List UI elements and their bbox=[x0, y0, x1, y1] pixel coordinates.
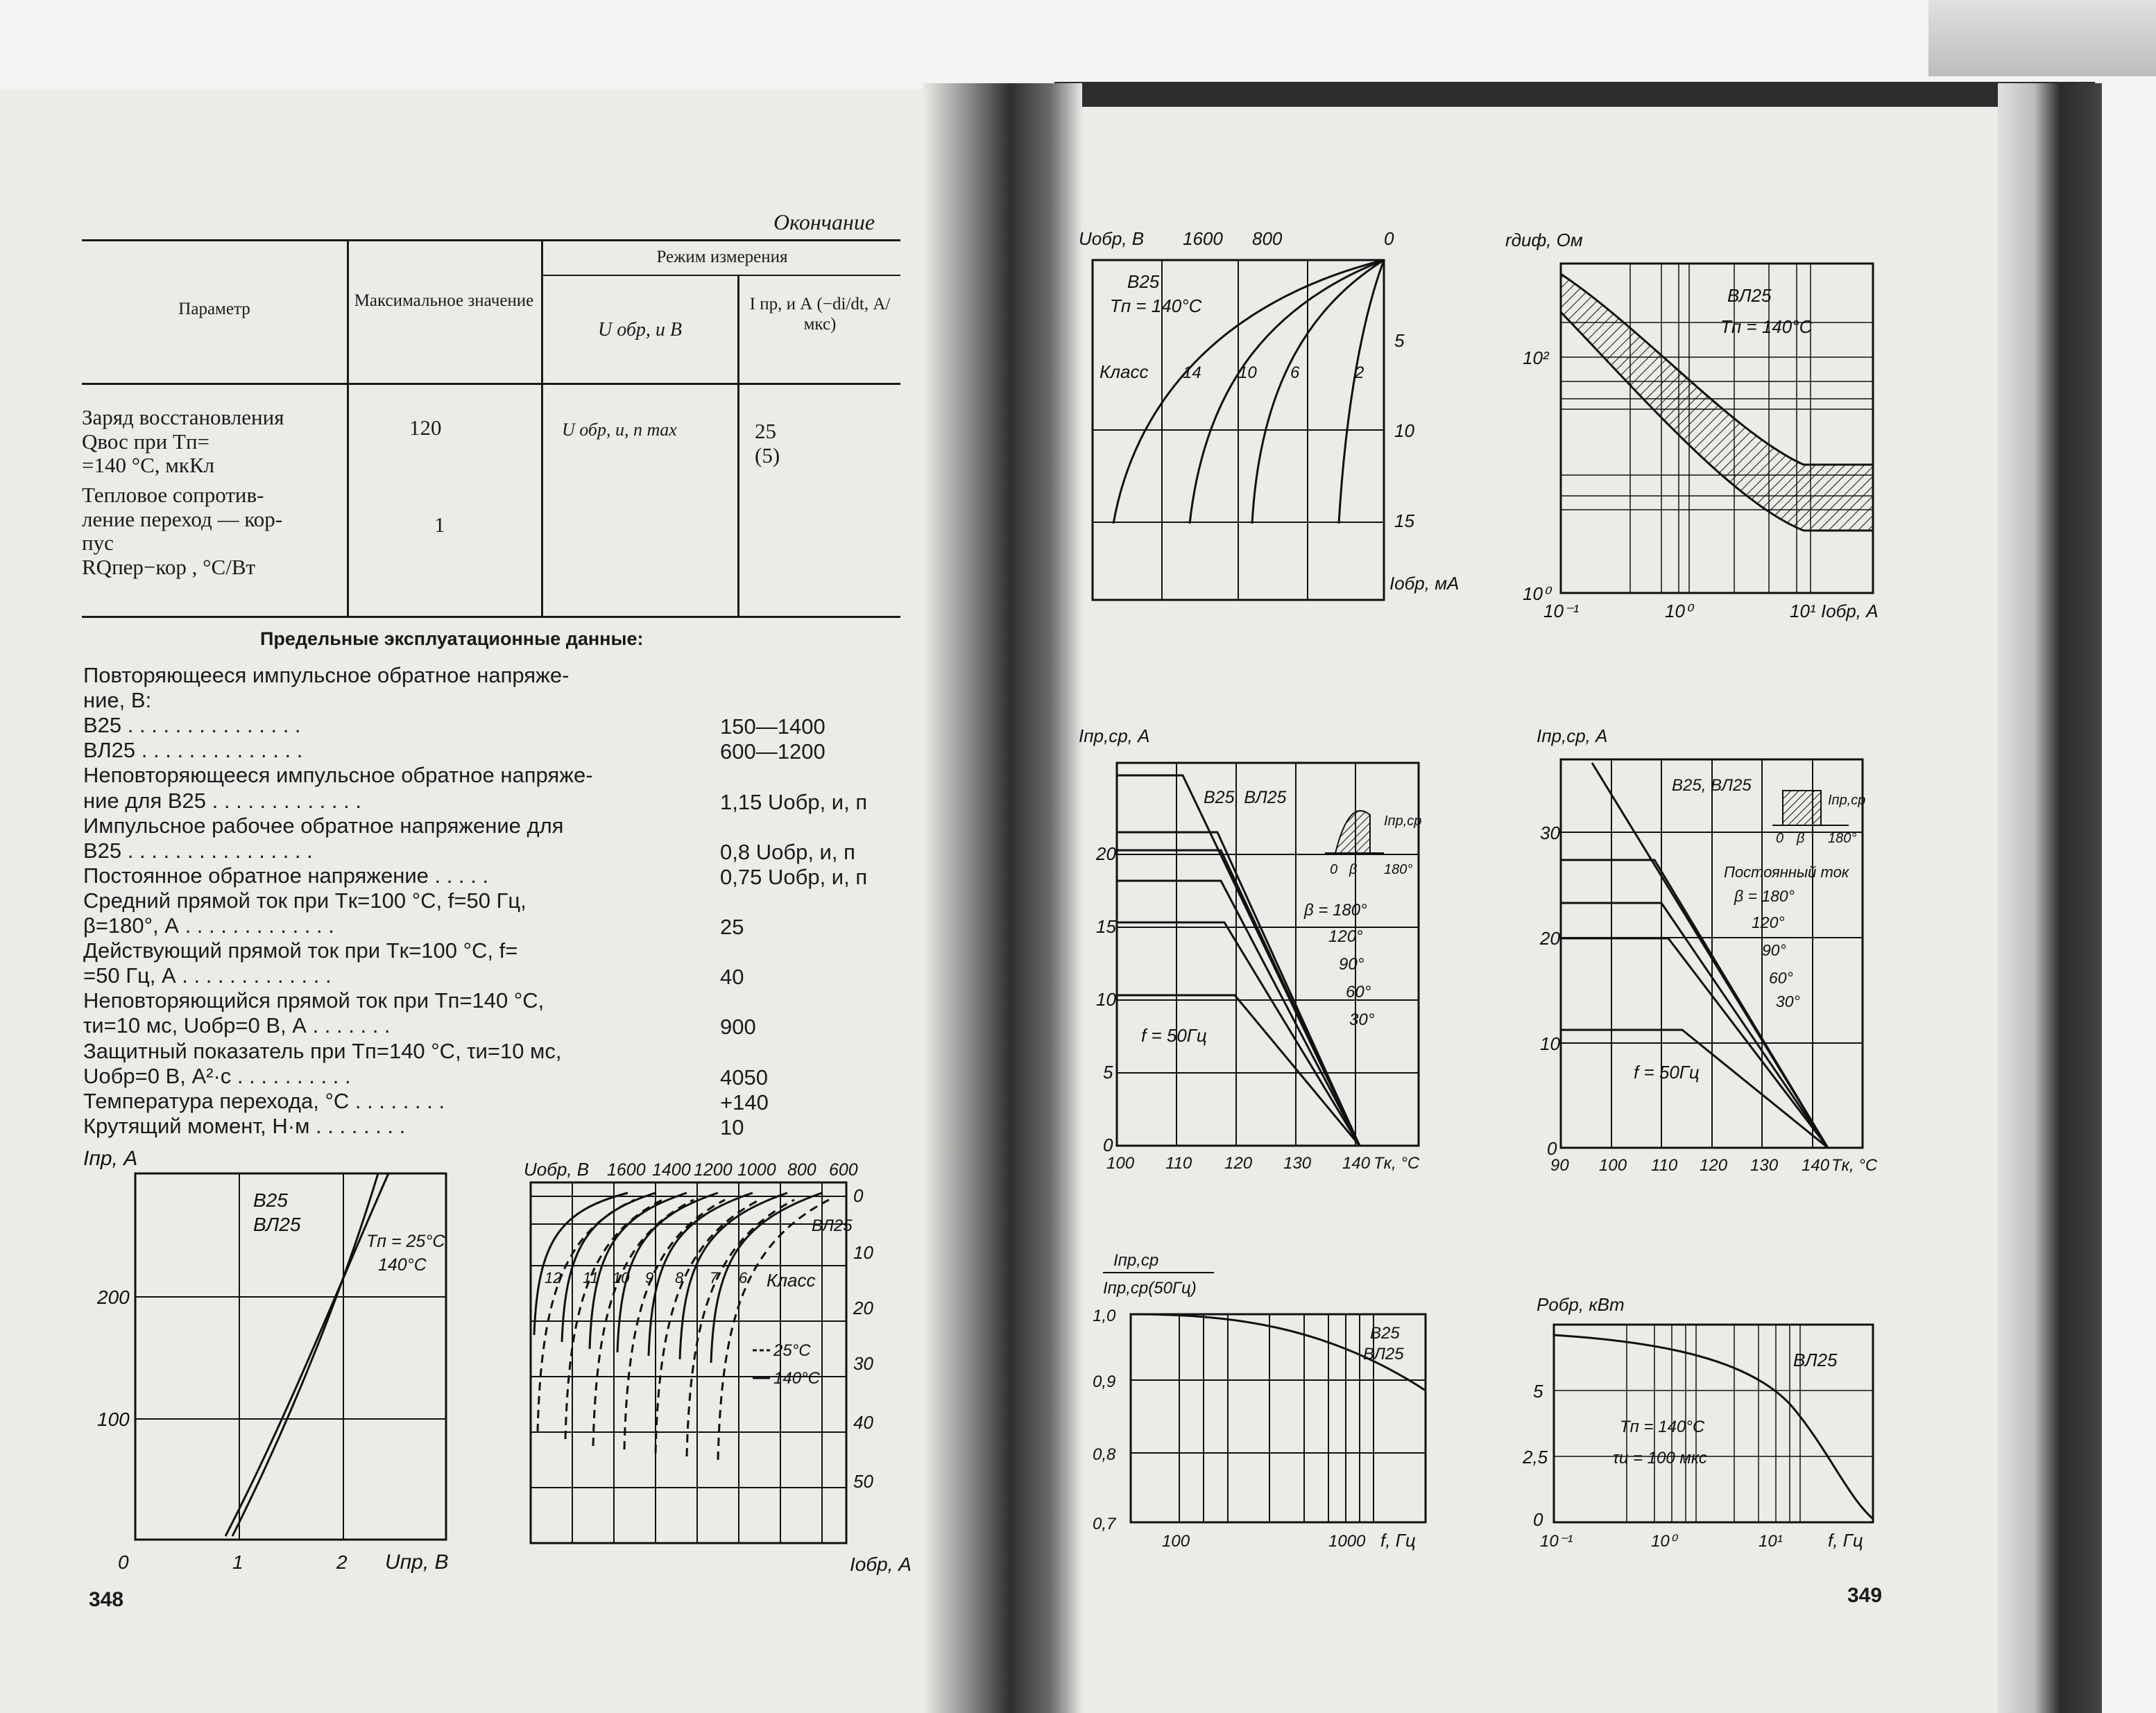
spec-label: В25 . . . . . . . . . . . . . . . bbox=[83, 713, 301, 737]
spec-value: 900 bbox=[720, 1015, 756, 1039]
c5-ytick: 5 bbox=[1103, 1062, 1113, 1083]
col-header-mode: Режим измерения bbox=[656, 248, 788, 266]
c2-label: 140°С bbox=[773, 1369, 820, 1388]
c1-label: В25 bbox=[253, 1189, 288, 1211]
c3-ytick: 10 bbox=[1394, 420, 1414, 441]
chart-reverse-iv-vl25 bbox=[524, 1155, 916, 1585]
c8-ylabel: Pобр, кВт bbox=[1537, 1294, 1625, 1315]
c5-ytick: 10 bbox=[1096, 989, 1116, 1010]
c2-xlabel: Iобр, А bbox=[850, 1553, 912, 1575]
c2-xtick: 1200 bbox=[694, 1160, 733, 1180]
c6-label: β bbox=[1797, 831, 1805, 846]
c6-angle: β = 180° bbox=[1734, 887, 1795, 905]
col-header-max: Максимальное значение bbox=[354, 291, 534, 310]
c2-ytick: 20 bbox=[853, 1298, 873, 1318]
spec-label: ние, В: bbox=[83, 688, 152, 712]
spec-label: ВЛ25 . . . . . . . . . . . . . . bbox=[83, 738, 303, 762]
chart-forward-iv bbox=[83, 1144, 472, 1595]
c1-xtick: 2 bbox=[336, 1551, 348, 1573]
c3-class: 14 bbox=[1183, 363, 1201, 382]
c3-ylabel: Uобр, В bbox=[1079, 228, 1145, 249]
c5-ytick: 20 bbox=[1096, 843, 1116, 864]
spec-label: τи=10 мс, Uобр=0 В, А . . . . . . . bbox=[83, 1013, 391, 1038]
c7-label: ВЛ25 bbox=[1363, 1345, 1404, 1363]
c3-class: 6 bbox=[1290, 363, 1300, 382]
c8-xtick: 10⁰ bbox=[1651, 1532, 1677, 1551]
c1-xlabel: Uпр, В bbox=[385, 1551, 449, 1574]
c1-xtick: 0 bbox=[118, 1551, 129, 1573]
c6-xtick: 130 bbox=[1750, 1156, 1779, 1175]
spec-value: 0,75 Uобр, и, п bbox=[720, 865, 868, 889]
c2-ytick: 40 bbox=[853, 1412, 873, 1433]
c2-ytick: 30 bbox=[853, 1353, 873, 1374]
spec-label: Крутящий момент, Н·м . . . . . . . . bbox=[83, 1114, 406, 1138]
c2-label: Класс bbox=[767, 1270, 816, 1291]
c6-angle: 120° bbox=[1752, 913, 1785, 931]
table-row-2-max: 1 bbox=[434, 513, 445, 537]
c7-xtick: 100 bbox=[1162, 1532, 1190, 1551]
col-header-u: U обр, и В bbox=[597, 319, 683, 341]
c6-label: 180° bbox=[1828, 831, 1857, 846]
c5-ylabel: Iпр,ср, А bbox=[1079, 725, 1150, 746]
c6-xlabel: Tк, °С bbox=[1831, 1156, 1878, 1175]
c5-label: β bbox=[1349, 862, 1358, 877]
page-number-right: 349 bbox=[1847, 1584, 1883, 1607]
c7-label: В25 bbox=[1370, 1324, 1400, 1343]
col-header-param: Параметр bbox=[178, 300, 250, 318]
c5-label: Iпр,ср bbox=[1384, 814, 1422, 829]
c5-label: f = 50Гц bbox=[1141, 1025, 1207, 1046]
c5-xtick: 120 bbox=[1224, 1154, 1253, 1173]
c2-label: ВЛ25 bbox=[812, 1216, 853, 1235]
c6-label: f = 50Гц bbox=[1634, 1062, 1700, 1083]
spec-label: Действующий прямой ток при Tк=100 °С, f= bbox=[83, 938, 518, 963]
c2-ytick: 50 bbox=[853, 1471, 873, 1492]
table-row-1-u: U обр, и, п max bbox=[562, 420, 677, 440]
c8-ytick: 2,5 bbox=[1523, 1447, 1548, 1467]
c7-ytick: 0,8 bbox=[1093, 1445, 1116, 1464]
spec-label: Импульсное рабочее обратное напряжение для bbox=[83, 814, 564, 838]
c6-label: Постоянный ток bbox=[1724, 863, 1849, 881]
c8-label: τи = 100 мкс bbox=[1613, 1449, 1707, 1467]
c6-angle: 30° bbox=[1776, 992, 1800, 1010]
c3-label: Класс bbox=[1100, 361, 1149, 382]
chart-avg-current-vs-temp-2 bbox=[1523, 721, 1897, 1179]
c8-label: Tп = 140°С bbox=[1620, 1418, 1705, 1436]
c6-label: В25, ВЛ25 bbox=[1672, 776, 1752, 795]
c2-xtick: 1600 bbox=[607, 1160, 646, 1180]
page-number-left: 348 bbox=[89, 1588, 124, 1611]
c2-class: 7 bbox=[710, 1269, 719, 1286]
c1-ytick: 100 bbox=[97, 1409, 130, 1430]
c5-xtick: 100 bbox=[1106, 1154, 1135, 1173]
spec-label: Повторяющееся импульсное обратное напряже- bbox=[83, 663, 570, 687]
c4-ylabel: rдиф, Ом bbox=[1505, 230, 1583, 250]
c8-xtick: 10⁻¹ bbox=[1540, 1532, 1573, 1551]
c5-angle: 120° bbox=[1328, 927, 1363, 946]
section-title: Предельные эксплуатационные данные: bbox=[260, 628, 644, 649]
spec-label: Неповторяющееся импульсное обратное напряже- bbox=[83, 763, 593, 787]
spec-label: Постоянное обратное напряжение . . . . . bbox=[83, 863, 489, 888]
c4-xlabel: Iобр, А bbox=[1821, 601, 1879, 621]
c8-xtick: 10¹ bbox=[1759, 1532, 1783, 1551]
c7-ylabel: Iпр,ср bbox=[1113, 1251, 1159, 1270]
c7-xlabel: f, Гц bbox=[1380, 1530, 1416, 1551]
chart-reverse-iv-b25 bbox=[1079, 225, 1481, 614]
c2-ylabel: Uобр, В bbox=[524, 1159, 590, 1180]
spec-label: =50 Гц, А . . . . . . . . . . . . . bbox=[83, 963, 332, 988]
c4-label: Tп = 140°С bbox=[1720, 316, 1813, 337]
c5-angle: 60° bbox=[1346, 983, 1371, 1001]
book-cover-edge bbox=[1054, 82, 2095, 107]
c7-ytick: 1,0 bbox=[1093, 1307, 1116, 1325]
spec-value: 600—1200 bbox=[720, 739, 825, 764]
c4-ytick: 10⁰ bbox=[1523, 583, 1550, 604]
c5-xtick: 140 bbox=[1342, 1154, 1371, 1173]
spec-value: 1,15 Uобр, и, п bbox=[720, 790, 868, 814]
spec-label: β=180°, А . . . . . . . . . . . . . bbox=[83, 913, 334, 938]
c2-class: 8 bbox=[675, 1269, 684, 1286]
c2-class: 6 bbox=[739, 1269, 748, 1286]
chart-avg-current-vs-temp-1 bbox=[1079, 721, 1453, 1179]
c6-label: Iпр,ср bbox=[1828, 793, 1866, 808]
spec-value: 25 bbox=[720, 915, 744, 939]
c3-xtick: 1600 bbox=[1183, 228, 1223, 249]
c3-xlabel: Iобр, мА bbox=[1389, 573, 1460, 594]
c1-ylabel: Iпр, А bbox=[83, 1147, 138, 1170]
c3-xtick: 800 bbox=[1252, 228, 1283, 249]
c3-xtick: 0 bbox=[1384, 228, 1394, 249]
c2-xtick: 800 bbox=[787, 1160, 816, 1180]
c6-ytick: 30 bbox=[1540, 823, 1560, 843]
c5-angle: 90° bbox=[1339, 955, 1364, 974]
c2-class: 12 bbox=[545, 1269, 562, 1286]
c6-xtick: 120 bbox=[1700, 1156, 1728, 1175]
book-spine bbox=[923, 83, 1082, 1713]
c3-label: Tп = 140°С bbox=[1110, 295, 1202, 316]
continuation-label: Окончание bbox=[773, 209, 875, 234]
c5-xtick: 130 bbox=[1283, 1154, 1312, 1173]
c4-label: ВЛ25 bbox=[1727, 285, 1772, 306]
spec-value: 4050 bbox=[720, 1065, 768, 1090]
spec-value: 10 bbox=[720, 1115, 744, 1139]
c2-xtick: 1000 bbox=[737, 1160, 776, 1180]
c6-angle: 60° bbox=[1769, 969, 1793, 987]
c8-xlabel: f, Гц bbox=[1828, 1530, 1863, 1551]
c2-xtick: 600 bbox=[829, 1160, 858, 1180]
c5-angle: β = 180° bbox=[1304, 901, 1367, 920]
c6-label: 0 bbox=[1776, 831, 1784, 846]
table-row-1-i2: (5) bbox=[755, 443, 780, 467]
c5-ytick: 15 bbox=[1096, 916, 1116, 937]
c7-ytick: 0,7 bbox=[1093, 1515, 1116, 1533]
c6-ylabel: Iпр,ср, А bbox=[1537, 725, 1608, 746]
c4-xtick: 10⁰ bbox=[1665, 601, 1693, 621]
spec-label: Неповторяющийся прямой ток при Tп=140 °С, bbox=[83, 988, 545, 1013]
c3-ytick: 15 bbox=[1394, 510, 1414, 531]
c7-ylabel2: Iпр,ср(50Гц) bbox=[1103, 1279, 1197, 1298]
c1-label: ВЛ25 bbox=[253, 1214, 301, 1235]
c6-ytick: 0 bbox=[1547, 1138, 1557, 1159]
spec-label: Uобр=0 В, А²·с . . . . . . . . . . bbox=[83, 1064, 351, 1088]
c7-ytick: 0,9 bbox=[1093, 1372, 1116, 1391]
c4-ytick: 10² bbox=[1523, 347, 1549, 368]
c8-ytick: 5 bbox=[1533, 1381, 1543, 1402]
table-row-1-max: 120 bbox=[409, 415, 442, 440]
c6-xtick: 140 bbox=[1802, 1156, 1830, 1175]
col-header-i: I пр, и А (−di/dt, А/мкс) bbox=[749, 295, 891, 334]
c1-label: Tп = 25°С bbox=[366, 1232, 445, 1251]
chart-power-vs-frequency bbox=[1523, 1283, 1897, 1564]
c2-label: 25°С bbox=[773, 1341, 811, 1360]
c2-ytick: 0 bbox=[853, 1185, 864, 1206]
c5-xlabel: Tк, °С bbox=[1374, 1154, 1420, 1173]
spec-label: Средний прямой ток при Tк=100 °С, f=50 Гц, bbox=[83, 888, 527, 913]
spec-label: Защитный показатель при Tп=140 °С, τи=10 мс, bbox=[83, 1039, 562, 1063]
c8-label: ВЛ25 bbox=[1793, 1350, 1838, 1370]
c2-ytick: 10 bbox=[853, 1242, 873, 1263]
c4-xtick: 10¹ bbox=[1790, 601, 1816, 621]
c4-xtick: 10⁻¹ bbox=[1543, 601, 1580, 621]
table-row-1-i: 25 bbox=[755, 419, 776, 443]
c8-ytick: 0 bbox=[1533, 1509, 1543, 1530]
c3-label: В25 bbox=[1127, 271, 1160, 292]
c1-xtick: 1 bbox=[232, 1551, 243, 1573]
spec-value: 0,8 Uобр, и, п bbox=[720, 840, 855, 864]
c5-ytick: 0 bbox=[1103, 1135, 1113, 1155]
chart-current-vs-frequency bbox=[1089, 1238, 1450, 1564]
spec-label: ние для В25 . . . . . . . . . . . . . bbox=[83, 789, 361, 813]
c6-xtick: 90 bbox=[1550, 1156, 1569, 1175]
c5-xtick: 110 bbox=[1165, 1154, 1192, 1173]
c6-ytick: 20 bbox=[1540, 928, 1560, 949]
c1-ytick: 200 bbox=[97, 1286, 130, 1308]
c2-class: 11 bbox=[583, 1269, 599, 1286]
c5-angle: 30° bbox=[1349, 1010, 1375, 1029]
spec-label: В25 . . . . . . . . . . . . . . . . bbox=[83, 838, 313, 863]
table-row-2-param: Тепловое сопротив- ление переход — кор- пус RQпер−кор , °С/Вт bbox=[82, 483, 283, 580]
c7-xtick: 1000 bbox=[1328, 1532, 1366, 1551]
spec-value: 150—1400 bbox=[720, 714, 825, 739]
c5-label: 180° bbox=[1384, 862, 1413, 877]
c2-xtick: 1400 bbox=[652, 1160, 691, 1180]
photo-corner bbox=[1928, 0, 2156, 76]
table-row-1-param: Заряд восстановления Qвос при Tп= =140 °С, мкКл bbox=[82, 405, 284, 478]
spec-value: 40 bbox=[720, 965, 744, 989]
spec-label: Температура перехода, °С . . . . . . . . bbox=[83, 1089, 445, 1113]
c6-ytick: 10 bbox=[1540, 1033, 1560, 1054]
c3-class: 10 bbox=[1238, 363, 1257, 382]
c5-label: В25, ВЛ25 bbox=[1204, 788, 1287, 807]
chart-diff-resistance bbox=[1505, 225, 1894, 628]
c3-ytick: 5 bbox=[1394, 330, 1405, 351]
c2-class: 10 bbox=[613, 1269, 630, 1286]
c6-angle: 90° bbox=[1762, 941, 1786, 959]
c6-xtick: 100 bbox=[1599, 1156, 1627, 1175]
spec-value: +140 bbox=[720, 1090, 769, 1114]
c3-class: 2 bbox=[1355, 363, 1364, 382]
c1-label: 140°С bbox=[378, 1255, 427, 1275]
c6-xtick: 110 bbox=[1651, 1156, 1678, 1175]
c5-label: 0 bbox=[1330, 862, 1338, 877]
c2-class: 9 bbox=[645, 1269, 654, 1286]
page-edge bbox=[1998, 83, 2102, 1713]
